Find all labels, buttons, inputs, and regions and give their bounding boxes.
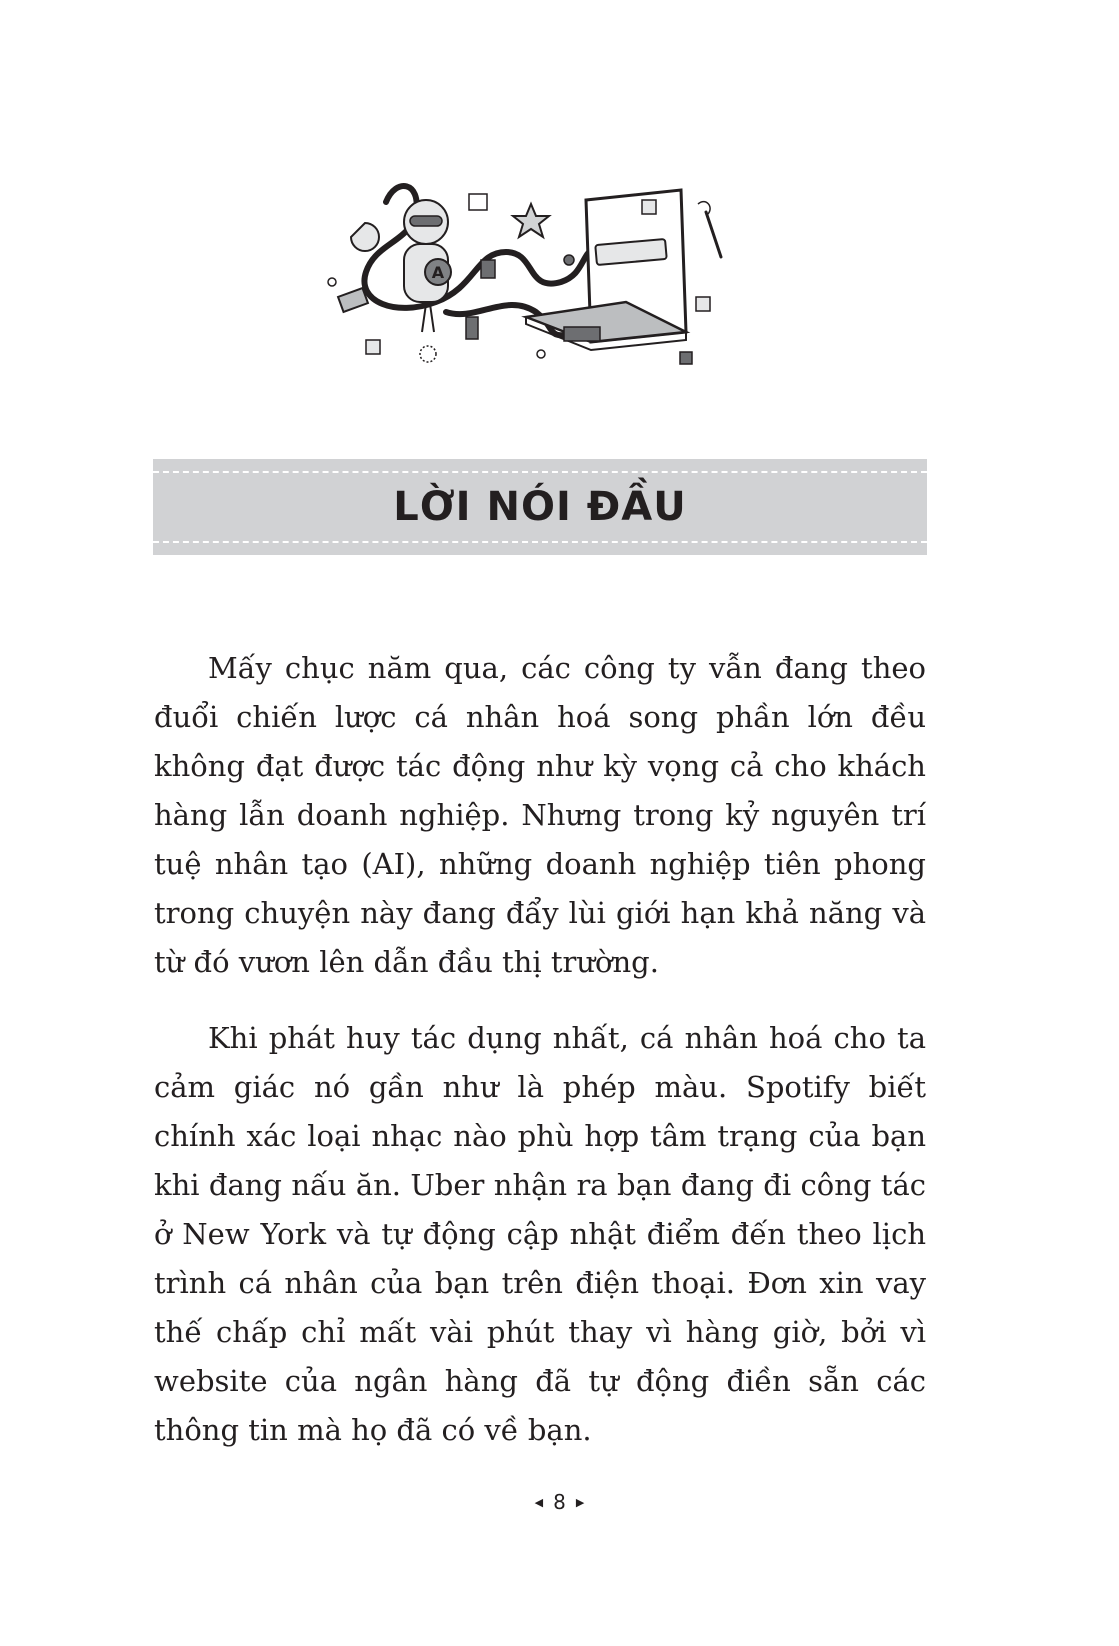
chat-bubble-icon [469,194,487,210]
paragraph: Mấy chục năm qua, các công ty vẫn đang theo đuổi chiến lược cá nhân hoá song phần lớn đều không đạt được tác động như kỳ vọng cả cho khách hàng lẫn doanh nghiệp. Nhưng trong kỷ nguyên trí tuệ nhân tạo (AI), những doanh nghiệp tiên phong trong chuyện này đang đẩy lùi giới hạn khả năng và từ đó vươn lên dẫn đầu thị trường. [154,651,926,979]
page-number-value: 8 [553,1490,566,1514]
pie-chart-icon [351,223,379,251]
title-band [153,459,927,555]
triangle-right-icon: ▶ [575,1496,585,1509]
bottom-dashed-line [153,541,927,543]
triangle-left-icon: ◀ [534,1496,544,1509]
laptop-icon [526,190,686,350]
star-icon [513,204,549,237]
cube-icon [481,260,495,278]
page-title: LỜI NÓI ĐẦU [393,484,687,530]
robot-badge-text: A [431,263,445,282]
paintbrush-icon [706,212,721,257]
ai-robot-laptop-illustration [326,182,746,382]
paragraph: Khi phát huy tác dụng nhất, cá nhân hoá cho ta cảm giác nó gần như là phép màu. Spotify biết chính xác loại nhạc nào phù hợp tâm trạng của bạn khi đang nấu ăn. Uber nhận ra bạn đang đi công tác ở New York và tự động cập nhật điểm đến theo lịch trình cá nhân của bạn trên điện thoại. Đơn xin vay thế chấp chỉ mất vài phút thay vì hàng giờ, bởi vì website của ngân hàng đã tự động điền sẵn các thông tin mà họ đã có về bạn. [154,1021,926,1447]
page-number [0,1490,1119,1514]
robot-icon [404,200,451,362]
